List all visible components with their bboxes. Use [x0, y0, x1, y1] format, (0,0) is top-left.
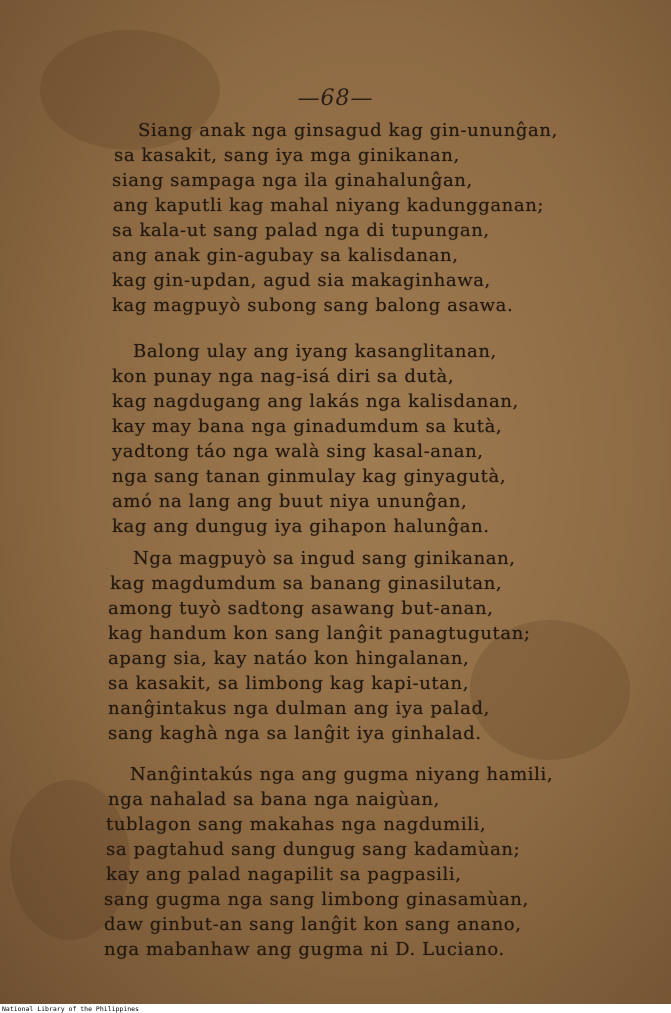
page-number: —68—: [297, 86, 374, 111]
verse-line: kag magpuyò subong sang balong asawa.: [112, 295, 514, 316]
verse-line: kag magdumdum sa banang ginasilutan,: [110, 573, 503, 594]
verse-line: sa pagtahud sang dungug sang kadamùan;: [106, 839, 521, 860]
verse-line: nga mabanhaw ang gugma ni D. Luciano.: [104, 939, 505, 960]
verse-line: apang sia, kay natáo kon hingalanan,: [108, 648, 470, 669]
verse-line: ang kaputli kag mahal niyang kadungganan;: [113, 195, 545, 216]
footer-credit: National Library of the Philippines: [2, 1005, 139, 1013]
verse-line: tublagon sang makahas nga nagdumili,: [106, 814, 487, 835]
verse-line: kay may bana nga ginadumdum sa kutà,: [112, 416, 503, 437]
verse-line: ang anak gin-agubay sa kalisdanan,: [112, 245, 459, 266]
verse-line: Balong ulay ang iyang kasanglitanan,: [133, 341, 497, 362]
verse-line: kon punay nga nag-isá diri sa dutà,: [112, 366, 455, 387]
verse-line: sa kala-ut sang palad nga di tupungan,: [112, 220, 490, 241]
verse-line: sa kasakit, sang iya mga ginikanan,: [114, 145, 460, 166]
verse-line: nga nahalad sa bana nga naigùan,: [108, 789, 440, 810]
verse-line: kay ang palad nagapilit sa pagpasili,: [106, 864, 462, 885]
verse-line: siang sampaga nga ila ginahalunĝan,: [112, 170, 473, 191]
verse-line: nanĝintakus nga dulman ang iya palad,: [108, 698, 490, 719]
verse-line: kag handum kon sang lanĝit panagtugutan;: [108, 623, 531, 644]
verse-line: sang kaghà nga sa lanĝit iya ginhalad.: [108, 723, 482, 744]
verse-line: amó na lang ang buut niya ununĝan,: [112, 491, 468, 512]
verse-line: kag ang dungug iya gihapon halunĝan.: [112, 516, 490, 537]
verse-line: Nga magpuyò sa ingud sang ginikanan,: [133, 548, 516, 569]
verse-line: Siang anak nga ginsagud kag gin-ununĝan,: [138, 120, 558, 141]
verse-line: sa kasakit, sa limbong kag kapi-utan,: [108, 673, 470, 694]
verse-line: kag nagdugang ang lakás nga kalisdanan,: [112, 391, 519, 412]
verse-line: sang gugma nga sang limbong ginasamùan,: [104, 889, 529, 910]
verse-line: among tuyò sadtong asawang but-anan,: [108, 598, 494, 619]
verse-line: daw ginbut-an sang lanĝit kon sang anano,: [104, 914, 522, 935]
verse-line: nga sang tanan ginmulay kag ginyagutà,: [112, 466, 507, 487]
verse-line: kag gin-updan, agud sia makaginhawa,: [112, 270, 491, 291]
verse-line: Nanĝintakús nga ang gugma niyang hamili,: [130, 764, 554, 785]
verse-line: yadtong táo nga walà sing kasal-anan,: [112, 441, 484, 462]
